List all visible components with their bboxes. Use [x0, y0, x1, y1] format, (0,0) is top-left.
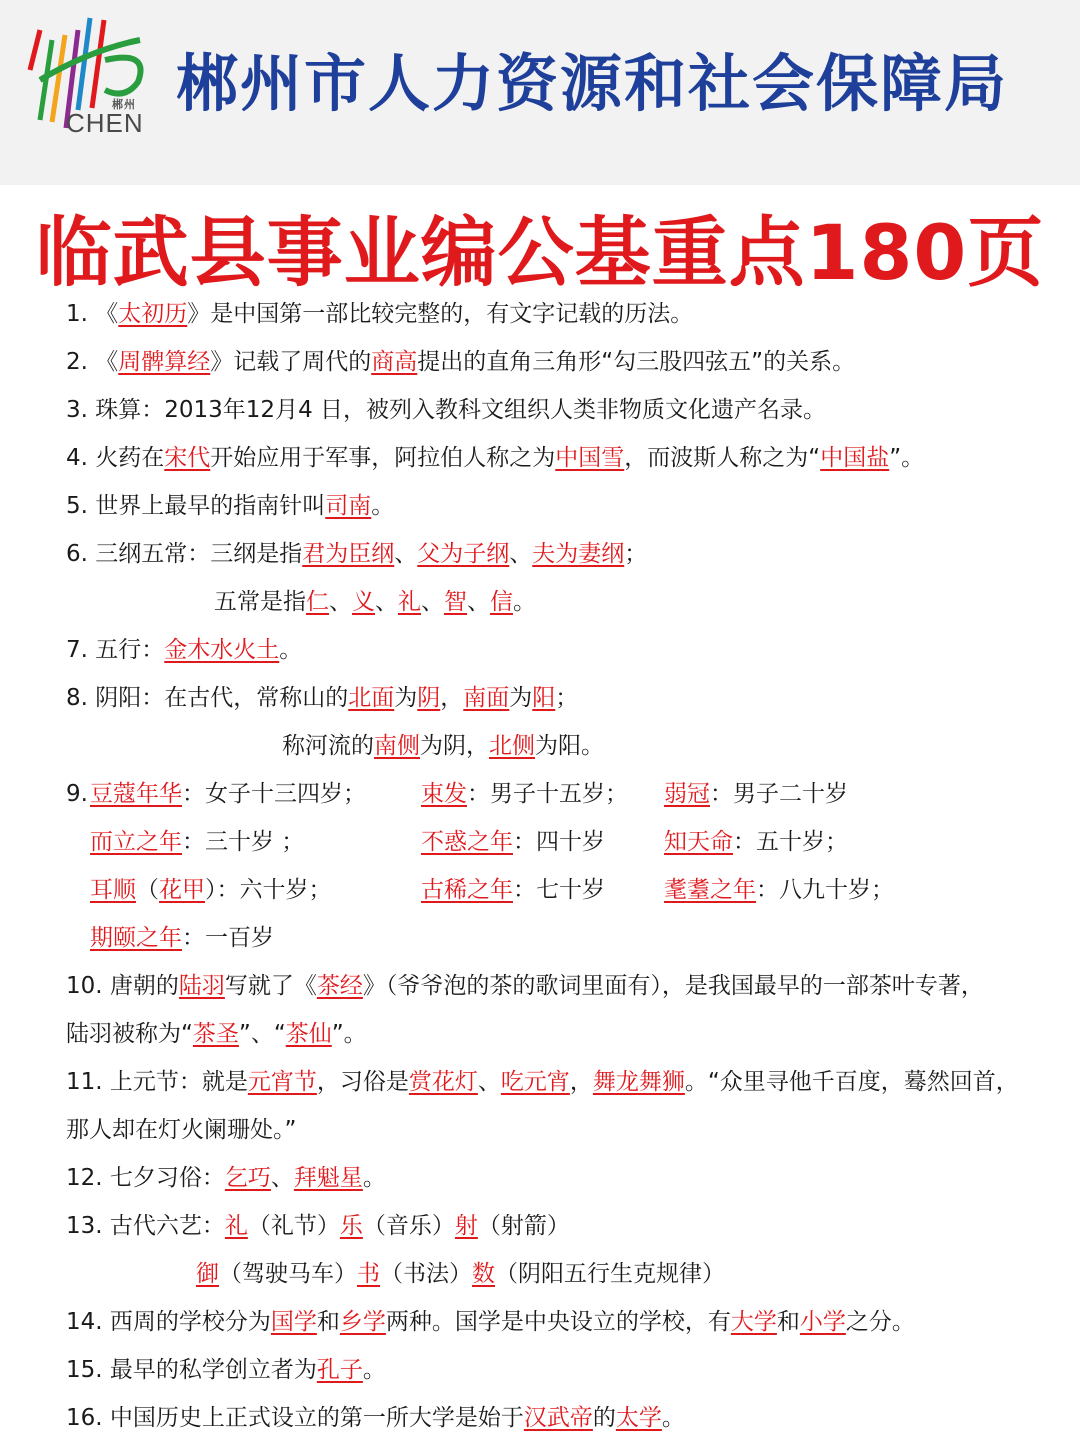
page-title: 临武县事业编公基重点180页: [35, 208, 1045, 297]
keyword: 司南: [325, 493, 372, 519]
list-item-continuation: [66, 578, 1046, 626]
keyword: 宋代: [164, 445, 211, 471]
keyword: 数: [472, 1261, 495, 1287]
text: 5.: [66, 493, 88, 519]
text: 五行：: [95, 637, 165, 663]
age-term-cell: [90, 866, 332, 914]
text: ；: [555, 685, 579, 711]
keyword: 父为子纲: [417, 541, 510, 567]
text: ：五十岁；: [733, 829, 848, 855]
keyword: 拜魁星: [293, 1165, 363, 1191]
text: ）：六十岁；: [205, 877, 332, 903]
text: 的: [592, 1405, 616, 1431]
text: （音乐）: [362, 1213, 455, 1239]
text: 和: [316, 1309, 340, 1335]
text: 15.: [66, 1357, 103, 1383]
notes-list: [66, 290, 1046, 1442]
age-term-cell: [421, 866, 605, 914]
text: 。“众里寻他千百度，蓦然回首，: [684, 1069, 1019, 1095]
keyword: 太学: [615, 1405, 662, 1431]
text: ：女子十三四岁；: [182, 781, 366, 807]
keyword: 吃元宵: [500, 1069, 570, 1095]
keyword: 御: [196, 1261, 219, 1287]
keyword: 期颐之年: [90, 925, 182, 951]
list-item: [66, 1058, 1046, 1106]
age-term-cell: [664, 818, 848, 866]
text: 中国历史上正式设立的第一所大学是始于: [109, 1405, 524, 1431]
text: 。: [513, 589, 536, 615]
text: 》是中国第一部比较完整的，有文字记载的历法。: [187, 301, 694, 327]
text: 、: [509, 541, 533, 567]
text: 、: [329, 589, 352, 615]
text: 写就了《: [224, 973, 317, 999]
text: 1.: [66, 301, 88, 327]
text: ：八九十岁；: [756, 877, 894, 903]
text: 3.: [66, 397, 88, 423]
keyword: 周髀算经: [118, 349, 211, 375]
text: 三纲五常：三纲是指: [95, 541, 303, 567]
keyword: 南面: [463, 685, 510, 711]
list-item-continuation: [66, 1106, 1046, 1154]
text: 《: [95, 349, 119, 375]
text: 七夕习俗：: [109, 1165, 225, 1191]
text: 为阴，: [420, 733, 489, 759]
keyword: 茶经: [316, 973, 363, 999]
text: 珠算：2013年12月4 日，被列入教科文组织人类非物质文化遗产名录。: [95, 397, 827, 423]
text: 提出的直角三角形“勾三股四弦五”的关系。: [417, 349, 856, 375]
keyword: 茶仙: [285, 1021, 332, 1047]
text: 。: [362, 1357, 386, 1383]
keyword: 耄耋之年: [664, 877, 756, 903]
text: 。: [279, 637, 303, 663]
keyword: 射: [454, 1213, 478, 1239]
age-term-cell: [90, 818, 304, 866]
list-item: [66, 1154, 1046, 1202]
keyword: 中国盐: [820, 445, 890, 471]
list-item: [66, 434, 1046, 482]
keyword: 舞龙舞狮: [592, 1069, 685, 1095]
text: 7.: [66, 637, 88, 663]
text: ；: [624, 541, 648, 567]
text: ：七十岁: [513, 877, 605, 903]
keyword: 孔子: [316, 1357, 363, 1383]
keyword: 国学: [270, 1309, 317, 1335]
text: （驾驶马车）: [219, 1261, 357, 1287]
list-item-continuation: [66, 722, 1046, 770]
list-item: [66, 482, 1046, 530]
text: 上元节：就是: [109, 1069, 248, 1095]
age-term-cell: [664, 770, 848, 818]
text: 开始应用于军事，阿拉伯人称之为: [210, 445, 556, 471]
text: 。: [661, 1405, 685, 1431]
text: ：男子二十岁: [710, 781, 848, 807]
logo-text: CHEN: [66, 108, 144, 138]
text: 、: [467, 589, 490, 615]
text: ，: [569, 1069, 593, 1095]
text: 西周的学校分为: [109, 1309, 271, 1335]
text: ，习俗是: [316, 1069, 409, 1095]
age-term-cell: [90, 770, 366, 818]
list-item: [66, 962, 1046, 1010]
list-item-continuation: [66, 914, 1046, 962]
list-item-continuation: [66, 1010, 1046, 1058]
age-term-cell: [421, 818, 605, 866]
text: 》（爷爷泡的茶的歌词里面有），是我国最早的一部茶叶专著，: [362, 973, 984, 999]
list-item-continuation: [66, 818, 1046, 866]
keyword: 大学: [730, 1309, 777, 1335]
text: 称河流的: [282, 733, 374, 759]
text: 世界上最早的指南针叫: [95, 493, 326, 519]
keyword: 南侧: [374, 733, 420, 759]
text: 12.: [66, 1165, 103, 1191]
keyword: 礼: [224, 1213, 248, 1239]
text: 火药在: [95, 445, 165, 471]
keyword: 茶圣: [192, 1021, 239, 1047]
text: ：四十岁: [513, 829, 605, 855]
keyword: 仁: [306, 589, 329, 615]
text: ”。: [889, 445, 925, 471]
list-item: [66, 338, 1046, 386]
text: （: [136, 877, 159, 903]
keyword: 知天命: [664, 829, 733, 855]
text: 10.: [66, 973, 103, 999]
keyword: 束发: [421, 781, 467, 807]
list-item: [66, 290, 1046, 338]
text: 五常是指: [214, 589, 306, 615]
keyword: 而立之年: [90, 829, 182, 855]
age-term-cell: [664, 866, 894, 914]
text: 那人却在灯火阑珊处。”: [66, 1117, 297, 1143]
text: 和: [776, 1309, 800, 1335]
text: 为阳。: [535, 733, 604, 759]
list-item: [66, 1346, 1046, 1394]
text: 陆羽被称为“: [66, 1021, 193, 1047]
keyword: 智: [444, 589, 467, 615]
text: 、: [394, 541, 418, 567]
text: 两种。国学是中央设立的学校，有: [385, 1309, 731, 1335]
keyword: 君为臣纲: [302, 541, 395, 567]
text: 8.: [66, 685, 88, 711]
text: 、: [270, 1165, 294, 1191]
text: 为: [509, 685, 533, 711]
header-banner: [0, 0, 1080, 185]
keyword: 元宵节: [247, 1069, 317, 1095]
keyword: 古稀之年: [421, 877, 513, 903]
text: ”。: [331, 1021, 367, 1047]
text: 。: [371, 493, 395, 519]
text: 《: [95, 301, 119, 327]
text: 9.: [66, 781, 88, 807]
keyword: 乞巧: [224, 1165, 271, 1191]
keyword: 礼: [398, 589, 421, 615]
text: 古代六艺：: [109, 1213, 225, 1239]
text: 11.: [66, 1069, 103, 1095]
list-item: [66, 1202, 1046, 1250]
list-item-continuation: [66, 866, 1046, 914]
keyword: 耳顺: [90, 877, 136, 903]
keyword: 弱冠: [664, 781, 710, 807]
logo-sub-text: 郴州: [112, 98, 136, 111]
text: ：男子十五岁；: [467, 781, 628, 807]
text: 、: [421, 589, 444, 615]
org-name: 郴州市人力资源和社会保障局: [176, 47, 1009, 120]
text: 之分。: [845, 1309, 915, 1335]
text: 13.: [66, 1213, 103, 1239]
text: （阴阳五行生克规律）: [495, 1261, 725, 1287]
text: ：三十岁 ；: [182, 829, 305, 855]
list-item: [66, 626, 1046, 674]
keyword: 中国雪: [555, 445, 625, 471]
keyword: 阳: [532, 685, 556, 711]
text: 、: [375, 589, 398, 615]
keyword: 北侧: [489, 733, 535, 759]
keyword: 夫为妻纲: [532, 541, 625, 567]
keyword: 乐: [339, 1213, 363, 1239]
keyword: 豆蔻年华: [90, 781, 182, 807]
text: 阴阳：在古代，常称山的: [95, 685, 349, 711]
text: ”、“: [238, 1021, 286, 1047]
keyword: 花甲: [159, 877, 205, 903]
keyword: 信: [490, 589, 513, 615]
text: 、: [477, 1069, 501, 1095]
keyword: 商高: [371, 349, 418, 375]
text: 为: [394, 685, 418, 711]
text: 》记载了周代的: [210, 349, 372, 375]
list-item: [66, 770, 1046, 818]
keyword: 义: [352, 589, 375, 615]
keyword: 太初历: [118, 301, 188, 327]
keyword: 汉武帝: [523, 1405, 593, 1431]
keyword: 阴: [417, 685, 441, 711]
text: 2.: [66, 349, 88, 375]
age-term-cell: [421, 770, 628, 818]
list-item-continuation: [66, 1250, 1046, 1298]
list-item: [66, 1394, 1046, 1442]
text: 最早的私学创立者为: [109, 1357, 317, 1383]
text: （礼节）: [247, 1213, 340, 1239]
keyword: 不惑之年: [421, 829, 513, 855]
text: 4.: [66, 445, 88, 471]
text: 16.: [66, 1405, 103, 1431]
text: 14.: [66, 1309, 103, 1335]
text: 。: [362, 1165, 386, 1191]
text: （书法）: [380, 1261, 472, 1287]
list-item: [66, 674, 1046, 722]
text: ，而波斯人称之为“: [624, 445, 821, 471]
keyword: 北面: [348, 685, 395, 711]
keyword: 小学: [799, 1309, 846, 1335]
keyword: 赏花灯: [408, 1069, 478, 1095]
keyword: 金木水火土: [164, 637, 280, 663]
keyword: 书: [357, 1261, 380, 1287]
text: 6.: [66, 541, 88, 567]
list-item: [66, 386, 1046, 434]
text: 唐朝的: [109, 973, 179, 999]
keyword: 陆羽: [178, 973, 225, 999]
keyword: 乡学: [339, 1309, 386, 1335]
age-term-cell: [90, 914, 274, 962]
text: （射箭）: [477, 1213, 570, 1239]
list-item: [66, 530, 1046, 578]
text: ，: [440, 685, 464, 711]
list-item: [66, 1298, 1046, 1346]
text: ：一百岁: [182, 925, 274, 951]
